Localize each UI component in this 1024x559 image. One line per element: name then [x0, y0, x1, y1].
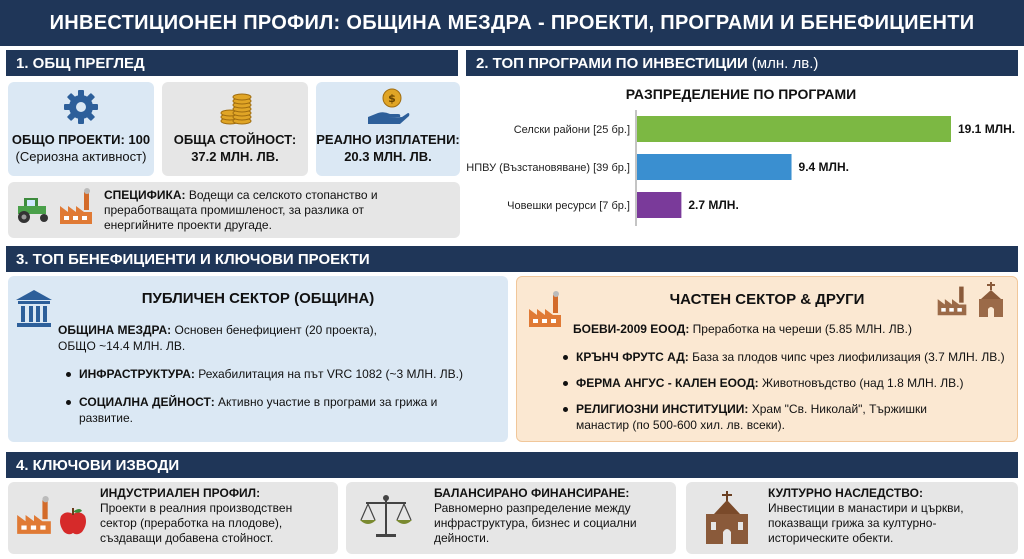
- stat-card-projects: [8, 82, 154, 176]
- conclusion-line: Инвестиции в манастири и църкви,: [768, 501, 964, 515]
- tractor-icon: [14, 190, 54, 229]
- item-text: Храм "Св. Николай", Тържишки: [748, 402, 927, 416]
- private-main-label: БОЕВИ-2009 ЕООД:: [573, 322, 690, 336]
- factory-icon: [935, 283, 969, 322]
- apple-icon: [58, 506, 88, 541]
- page-title: ИНВЕСТИЦИОНЕН ПРОФИЛ: ОБЩИНА МЕЗДРА - ПРОЕКТИ, ПРОГРАМИ И БЕНЕФИЦИЕНТИ: [0, 0, 1024, 46]
- item-text: Рехабилитация на път VRC 1082 (~3 МЛН. ЛВ.): [194, 367, 463, 381]
- conclusion-text: [768, 486, 964, 546]
- specifics-card: [8, 182, 460, 238]
- factory-icon: [527, 291, 563, 334]
- conclusion-card-heritage: [686, 482, 1018, 554]
- bar: [637, 116, 951, 142]
- public-sector-title: ПУБЛИЧЕН СЕКТОР (ОБЩИНА): [141, 290, 375, 307]
- chart-title: РАЗПРЕДЕЛЕНИЕ ПО ПРОГРАМИ: [625, 86, 857, 102]
- balance-scale-icon: [358, 492, 414, 547]
- conclusion-line: създаващи добавена стойност.: [100, 531, 274, 545]
- item-text: Животновъдство (над 1.8 МЛН. ЛВ.): [758, 376, 964, 390]
- factory-icon: [14, 496, 54, 541]
- coins-icon: [215, 86, 255, 128]
- stat-label: ОБЩО ПРОЕКТИ: 100: [11, 132, 151, 147]
- stat-value: 20.3 МЛН. ЛВ.: [344, 149, 432, 164]
- svg-text:$: $: [388, 92, 396, 105]
- specifics-label: СПЕЦИФИКА:: [104, 188, 186, 202]
- conclusion-text: [100, 486, 292, 546]
- public-item-social-cont: развитие.: [79, 411, 133, 425]
- public-item-social: [66, 394, 437, 410]
- item-label: КРЪНЧ ФРУТС АД:: [576, 350, 689, 364]
- private-main-line: [573, 321, 912, 337]
- specifics-body: Водещи са селското стопанство и преработващата промишленост, за разлика от енергийните проекти другаде.: [104, 188, 378, 232]
- section-beneficiaries-heading: 3. ТОП БЕНЕФИЦИЕНТИ И КЛЮЧОВИ ПРОЕКТИ: [6, 246, 1018, 272]
- stat-value: (Сериозна активност): [15, 149, 147, 164]
- stat-value: 37.2 МЛН. ЛВ.: [191, 149, 279, 164]
- bar-value-label: 19.1 МЛН.: [958, 122, 1016, 136]
- private-item-krunch: [563, 349, 1005, 365]
- programs-unit: (млн. лв.): [751, 54, 819, 72]
- stat-card-total-value: [162, 82, 308, 176]
- program-bar-chart: [466, 108, 1022, 232]
- conclusion-line: инфраструктура, бизнес и социални: [434, 516, 637, 530]
- public-main-label: ОБЩИНА МЕЗДРА:: [58, 323, 172, 337]
- public-main-line: [58, 322, 377, 338]
- category-label: Селски райони [25 бр.]: [513, 124, 630, 136]
- private-main-text: Преработка на череши (5.85 МЛН. ЛВ.): [689, 322, 912, 336]
- private-item-angus: [563, 375, 964, 391]
- government-building-icon: [14, 288, 54, 335]
- bar: [637, 154, 792, 180]
- private-item-religious-cont: манастир (по 500-600 хил. лв. всеки).: [576, 418, 785, 432]
- section-overview-heading: 1. ОБЩ ПРЕГЛЕД: [6, 50, 458, 76]
- bar-value-label: 9.4 МЛН.: [798, 160, 849, 174]
- conclusion-card-balanced: [346, 482, 676, 554]
- category-label: НПВУ (Възстановяване) [39 бр.]: [466, 162, 630, 174]
- conclusion-text: [434, 486, 637, 546]
- item-label: РЕЛИГИОЗНИ ИНСТИТУЦИИ:: [576, 402, 749, 416]
- conclusion-line: историческите обекти.: [768, 531, 894, 545]
- conclusion-title: КУЛТУРНО НАСЛЕДСТВО:: [768, 486, 923, 500]
- public-main-line-2: ОБЩО ~14.4 МЛН. ЛВ.: [58, 339, 186, 353]
- conclusion-card-industrial: [8, 482, 338, 554]
- conclusion-line: показващи грижа за културно-: [768, 516, 937, 530]
- public-item-infrastructure: [66, 366, 463, 382]
- item-text: База за плодов чипс чрез лиофилизация (3.7 МЛН. ЛВ.): [688, 350, 1005, 364]
- item-label: СОЦИАЛНА ДЕЙНОСТ:: [79, 395, 215, 409]
- category-label: Човешки ресурси [7 бр.]: [507, 200, 630, 212]
- item-label: ФЕРМА АНГУС - КАЛЕН ЕООД:: [576, 376, 759, 390]
- stat-label: ОБЩА СТОЙНОСТ:: [173, 132, 297, 147]
- stat-card-paid: [316, 82, 460, 176]
- church-icon: [702, 490, 752, 551]
- conclusion-line: Равномерно разпределение между: [434, 501, 631, 515]
- item-text: Активно участие в програми за грижа и: [214, 395, 438, 409]
- private-item-religious: [563, 401, 927, 417]
- specifics-text: [104, 188, 404, 233]
- bar-value-label: 2.7 МЛН.: [688, 198, 739, 212]
- conclusion-line: сектор (преработка на плодове),: [100, 516, 283, 530]
- conclusion-line: Проекти в реалния производствен: [100, 501, 293, 515]
- public-main-text: Основен бенефициент (20 проекта),: [171, 323, 377, 337]
- factory-icon: [58, 188, 94, 231]
- item-label: ИНФРАСТРУКТУРА:: [79, 367, 195, 381]
- hand-money-icon: [366, 86, 410, 128]
- bar: [637, 192, 681, 218]
- private-sector-card: [516, 276, 1018, 442]
- section-conclusions-heading: 4. КЛЮЧОВИ ИЗВОДИ: [6, 452, 1018, 478]
- section-programs-heading: [466, 50, 1018, 76]
- conclusion-line: дейности.: [434, 531, 490, 545]
- conclusion-title: БАЛАНСИРАНО ФИНАНСИРАНЕ:: [434, 486, 630, 500]
- private-sector-title: ЧАСТЕН СЕКТОР & ДРУГИ: [669, 291, 865, 308]
- church-icon: [973, 281, 1009, 324]
- programs-heading-text: 2. ТОП ПРОГРАМИ ПО ИНВЕСТИЦИИ: [476, 54, 748, 72]
- gear-icon: [61, 86, 101, 128]
- public-sector-card: [8, 276, 508, 442]
- stat-label: РЕАЛНО ИЗПЛАТЕНИ:: [316, 132, 460, 147]
- conclusion-title: ИНДУСТРИАЛЕН ПРОФИЛ:: [100, 486, 261, 500]
